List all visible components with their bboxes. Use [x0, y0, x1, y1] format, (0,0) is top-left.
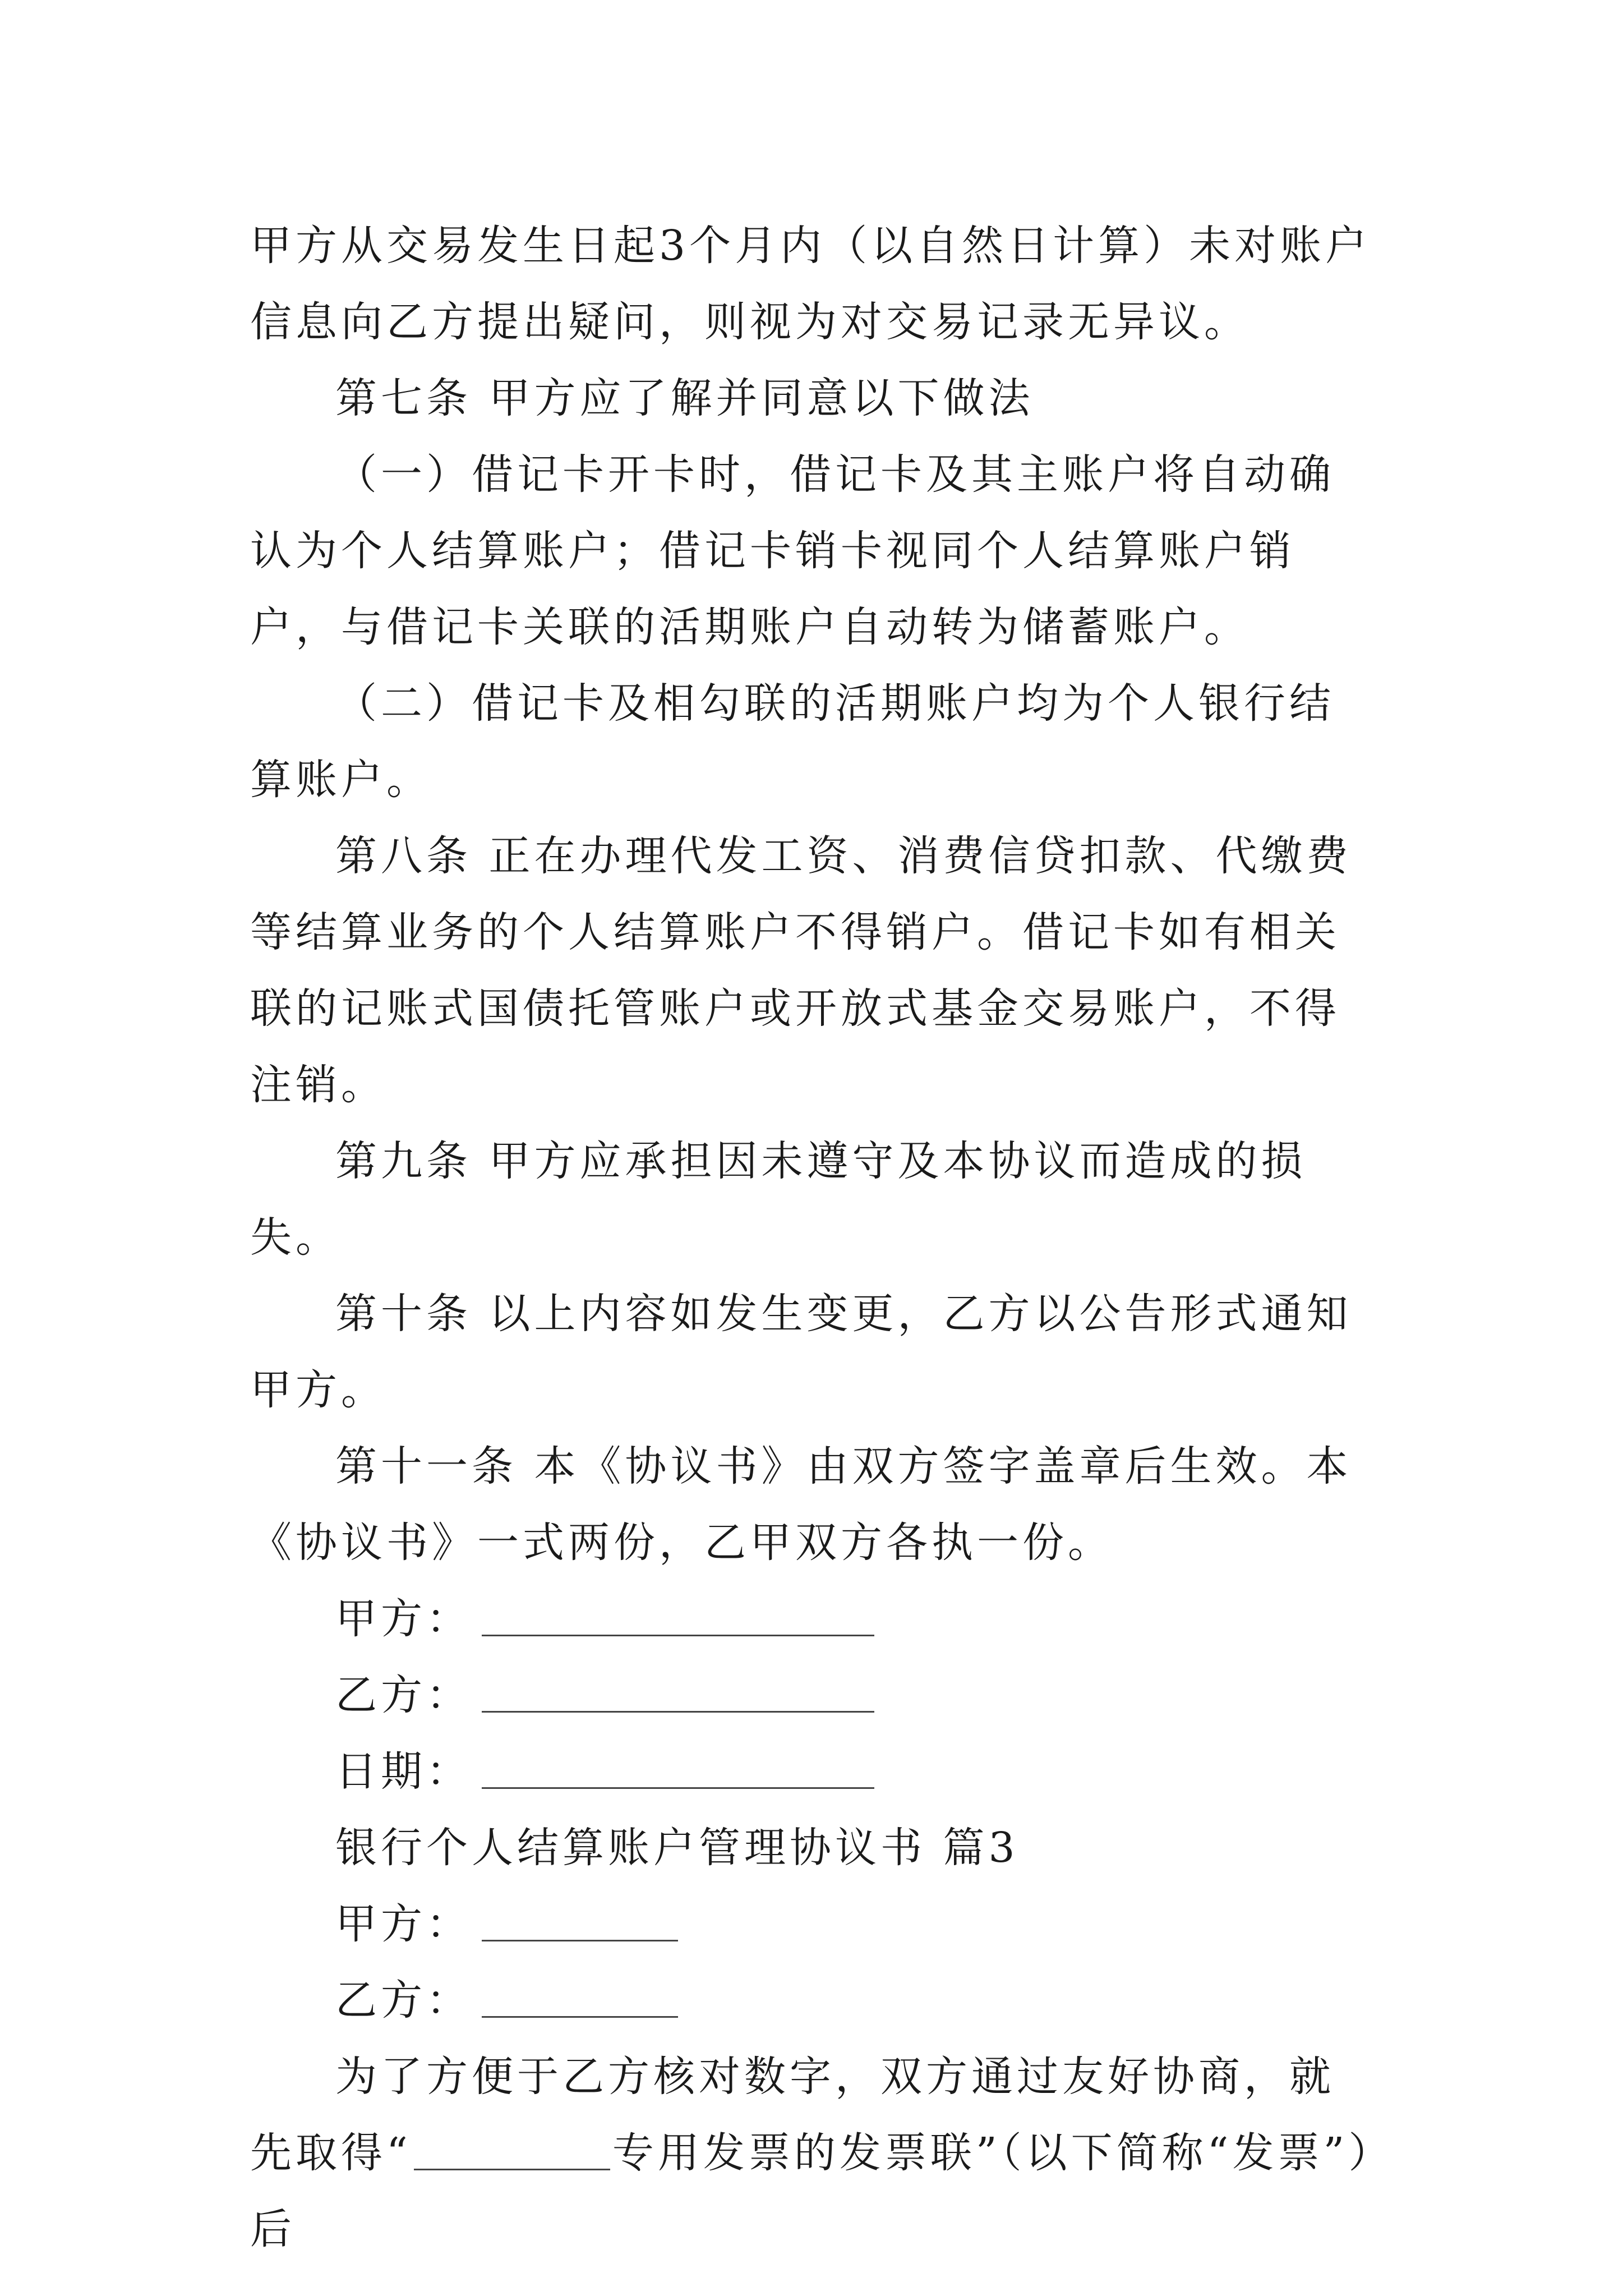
article-7-heading: 第七条 甲方应了解并同意以下做法	[335, 374, 1034, 422]
signature-party-b	[250, 1657, 1377, 1733]
date-label: 日期：	[335, 1747, 472, 1796]
party-a-label: 甲方：	[335, 1595, 472, 1643]
section3-party-b-blank	[482, 1977, 678, 2018]
party-a-blank	[482, 1595, 874, 1636]
document-page	[250, 208, 1377, 2267]
section3-party-b	[250, 1962, 1377, 2039]
invoice-type-blank	[414, 2129, 610, 2170]
article-11: 第十一条 本《协议书》由双方签字盖章后生效。本《协议书》一式两份，乙甲双方各执一份。	[250, 1442, 1352, 1567]
signature-date	[250, 1733, 1377, 1810]
signature-party-a	[250, 1581, 1377, 1657]
section-title: 银行个人结算账户管理协议书 篇3	[335, 1824, 1019, 1872]
paragraph-continuation: 甲方从交易发生日起3个月内（以自然日计算）未对账户信息向乙方提出疑问，则视为对交易记录无异议。	[250, 222, 1371, 346]
party-b-blank	[482, 1672, 874, 1713]
article-8: 第八条 正在办理代发工资、消费信贷扣款、代缴费等结算业务的个人结算账户不得销户。借记卡如有相关联的记账式国债托管账户或开放式基金交易账户，不得注销。	[250, 832, 1352, 1109]
section3-party-a-label: 甲方：	[335, 1900, 472, 1948]
section3-party-b-label: 乙方：	[335, 1976, 472, 2024]
section3-party-a	[250, 1886, 1377, 1962]
intro-after-blank: 专用发票的发票联”（以下简称“发票”）后	[250, 2129, 1373, 2253]
section3-party-a-blank	[482, 1901, 678, 1941]
date-blank	[482, 1748, 874, 1789]
section3-intro-paragraph	[250, 2039, 1377, 2267]
article-7-item-2: （二）借记卡及相勾联的活期账户均为个人银行结算账户。	[250, 679, 1335, 804]
intro-before-blank: 为了方便于乙方核对数字，双方通过友好协商，就先取得“	[250, 2053, 1335, 2177]
party-b-label: 乙方：	[335, 1671, 472, 1719]
article-10: 第十条 以上内容如发生变更，乙方以公告形式通知甲方。	[250, 1290, 1352, 1414]
article-7-item-1: （一）借记卡开卡时，借记卡及其主账户将自动确认为个人结算账户；借记卡销卡视同个人结算账户销户，与借记卡关联的活期账户自动转为储蓄账户。	[250, 450, 1335, 651]
article-9: 第九条 甲方应承担因未遵守及本协议而造成的损失。	[250, 1137, 1307, 1262]
